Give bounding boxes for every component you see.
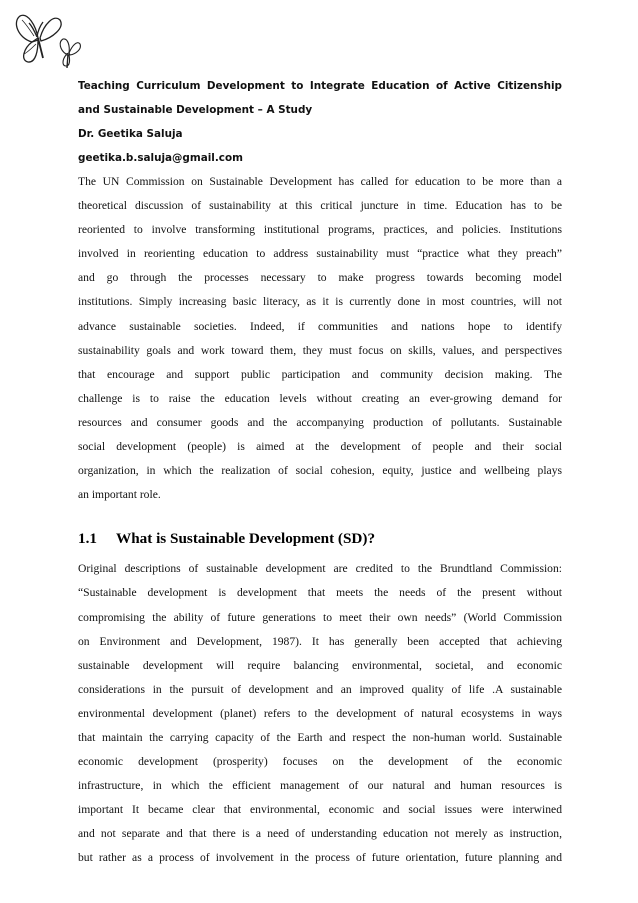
intro-paragraph: [78, 170, 562, 507]
text-line: important It became clear that environmental, economic and social issues were interwined: [78, 803, 562, 817]
author-email: geetika.b.saluja@gmail.com: [78, 152, 243, 164]
text-line: that encourage and support public participation and community decision making. The: [78, 367, 562, 381]
section-number: 1.1: [78, 530, 97, 548]
text-line: “Sustainable development is development that meets the needs of the present without: [78, 586, 562, 600]
text-line: but rather as a process of involvement in the process of future orientation, future planning and: [78, 851, 562, 865]
text-line: sustainability goals and work toward them, they must focus on skills, values, and perspectives: [78, 343, 562, 357]
document-body: [78, 74, 562, 871]
text-line: social development (people) is aimed at the development of people and their social: [78, 440, 562, 454]
text-line: and go through the processes necessary to make progress towards becoming model: [78, 271, 562, 285]
text-line: organization, in which the realization of social cohesion, equity, justice and wellbeing plays: [78, 464, 562, 478]
text-line: advance sustainable societies. Indeed, if communities and nations hope to identify: [78, 319, 562, 333]
text-line: and not separate and that there is a need of understanding education not merely as instruction,: [78, 827, 562, 841]
text-line: institutions. Simply increasing basic literacy, as it is currently done in most countries, will not: [78, 295, 562, 309]
text-line: challenge is to raise the education levels without creating an ever-growing demand for: [78, 391, 562, 405]
text-line: The UN Commission on Sustainable Development has called for education to be more than a: [78, 175, 562, 188]
author-name: Dr. Geetika Saluja: [78, 128, 183, 140]
text-line: sustainable development will require balancing environmental, societal, and economic: [78, 658, 562, 672]
text-line: that maintain the carrying capacity of the Earth and respect the non-human world. Sustainable: [78, 730, 562, 744]
text-line: reoriented to involve transforming institutional programs, practices, and policies. Institutions: [78, 223, 562, 237]
section-title: What is Sustainable Development (SD)?: [116, 530, 376, 548]
sd-paragraph: [78, 557, 562, 870]
text-line: infrastructure, in which the efficient management of our natural and human resources is: [78, 779, 562, 793]
text-line: an important role.: [78, 488, 161, 502]
text-line: resources and consumer goods and the accompanying production of pollutants. Sustainable: [78, 415, 562, 429]
paper-title-line-1: Teaching Curriculum Development to Integrate Education of Active Citizenship: [78, 80, 562, 92]
text-line: environmental development (planet) refers to the development of natural ecosystems in ways: [78, 706, 562, 720]
text-line: on Environment and Development, 1987). It has generally been accepted that achieving: [78, 634, 562, 648]
text-line: compromising the ability of future generations to meet their own needs” (World Commission: [78, 610, 562, 624]
paper-title-line-2: and Sustainable Development – A Study: [78, 104, 313, 116]
text-line: economic development (prosperity) focuses on the development of the economic: [78, 755, 562, 769]
text-line: involved in reorienting education to address sustainability must “practice what they preach”: [78, 247, 562, 261]
text-line: considerations in the pursuit of development and an improved quality of life .A sustainable: [78, 682, 562, 696]
text-line: Original descriptions of sustainable development are credited to the Brundtland Commission:: [78, 562, 562, 576]
text-line: theoretical discussion of sustainability at this critical juncture in time. Education has to be: [78, 199, 562, 213]
butterfly-logo-icon: [10, 8, 82, 72]
section-heading: [78, 527, 562, 551]
